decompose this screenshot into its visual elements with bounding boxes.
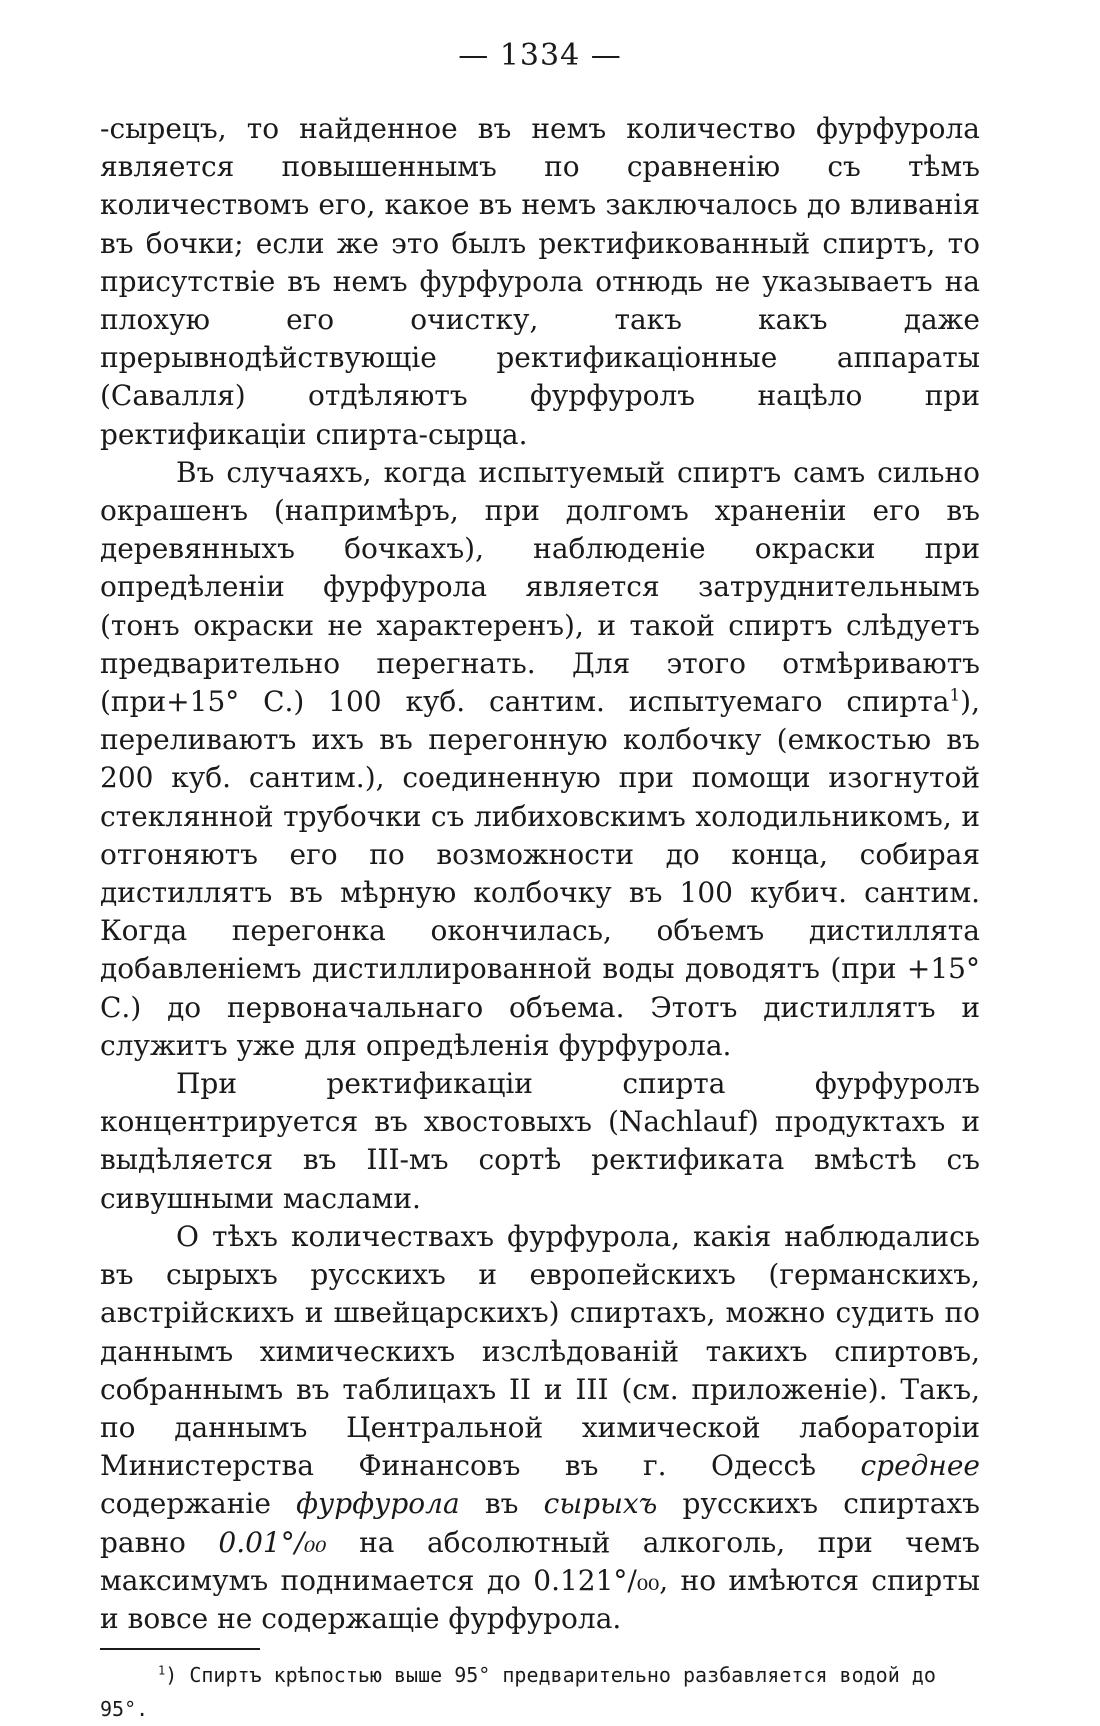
paragraph-1 [100,110,980,454]
paragraph-text: содержаніе [100,1487,297,1521]
footnote-ref: 1 [949,684,961,705]
paragraph-text: ), переливаютъ ихъ въ перегонную колбочку (емкостью въ 200 куб. сантим.), соединенную при помощи изогнутой стеклянной трубочки съ либиховскимъ холодильникомъ, и отгоняютъ его по возможности до конца, собирая дистиллятъ въ мѣрную колбочку въ 100 кубич. сантим. Когда перегонка окончилась, объемъ дистиллята добавленіемъ дистиллированной воды доводятъ (при +15° С.) до первоначальнаго объема. Этотъ дистиллятъ и служитъ уже для опредѣленія фурфурола. [100,685,980,1062]
page-number: — 1334 — [458,38,622,73]
paragraph-2 [100,454,980,1065]
paragraph-text: -сырецъ, то найденное въ немъ количество фурфурола является повышеннымъ по сравненію съ тѣмъ количествомъ его, какое въ немъ заключалось до вливанія въ бочки; если же это былъ ректификованный спиртъ, то присутствіе въ немъ фурфурола отнюдь не указываетъ на плохую его очистку, такъ какъ даже прерывнодѣйствующіе ректификаціонные аппараты (Савалля) отдѣляютъ фурфуролъ нацѣло при ректификаціи спирта-сырца. [100,112,980,451]
footnote-text: ) Спиртъ крѣпостью выше 95° предварительно разбавляется водой до 95°. [100,1663,936,1722]
paragraph-text: русскихъ спиртахъ равно [100,1487,980,1559]
italic-text: фурфурола [296,1487,460,1521]
italic-text: среднее [860,1449,980,1483]
italic-text: 0.01°/₀₀ [218,1525,327,1559]
paragraph-4 [100,1218,980,1638]
paragraph-text: При ректификаціи спирта фурфуролъ концентрируется въ хвостовыхъ (Nachlauf) продуктахъ и выдѣляется въ III-мъ сортѣ ректификата вмѣстѣ съ сивушными маслами. [100,1067,980,1215]
paragraph-text: на абсолютный алкоголь, при чемъ максимумъ поднимается до 0.121°/₀₀, но имѣются спирты и вовсе не содержащіе фурфурола. [100,1525,980,1635]
book-page [100,36,980,1726]
footnote [100,1658,980,1726]
paragraph-text: О тѣхъ количествахъ фурфурола, какія наблюдались въ сырыхъ русскихъ и европейскихъ (германскихъ, австрійскихъ и швейцарскихъ) спиртахъ, можно судить по даннымъ химическихъ изслѣдованій такихъ спиртовъ, собраннымъ въ таблицахъ II и III (см. приложеніе). Такъ, по даннымъ Центральной химической лабораторіи Министерства Финансовъ въ г. Одессѣ [100,1219,980,1483]
paragraph-text: Въ случаяхъ, когда испытуемый спиртъ самъ сильно окрашенъ (напримѣръ, при долгомъ храненіи его въ деревянныхъ бочкахъ), наблюденіе окраски при опредѣленіи фурфурола является затруднительнымъ (тонъ окраски не характеренъ), и такой спиртъ слѣдуетъ предварительно перегнать. Для этого отмѣриваютъ (при+15° С.) 100 куб. сантим. испытуемаго спирта [100,455,980,719]
footnote-marker: 1 [158,1663,166,1678]
paragraph-text: въ [459,1487,544,1521]
footnote-divider [100,1648,260,1650]
italic-text: сырыхъ [543,1487,658,1521]
paragraph-3 [100,1065,980,1218]
